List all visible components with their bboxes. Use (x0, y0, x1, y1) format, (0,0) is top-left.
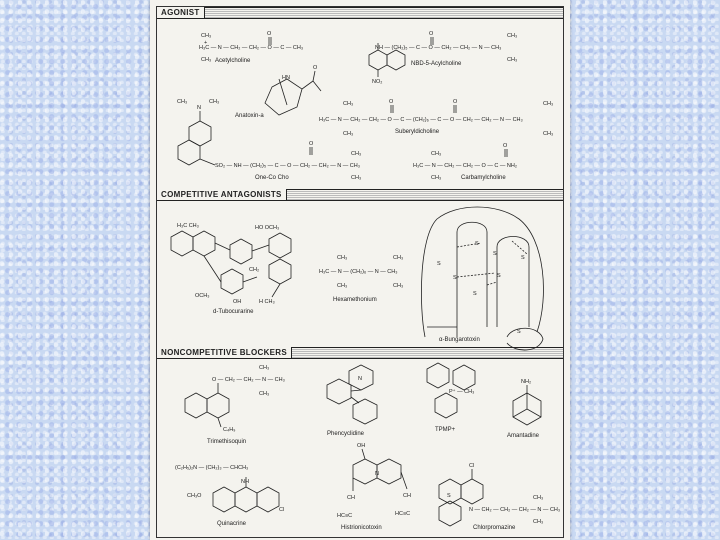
label-nbd-acylcholine: NBD-5-Acylcholine (411, 61, 462, 67)
label-trimethisoquin: Trimethisoquin (207, 439, 247, 445)
anatoxin-hn: HN (282, 75, 290, 81)
label-suberyldicholine: Suberyldicholine (395, 129, 440, 135)
tubo-h3c-ch3: H₃C CH₃ (177, 223, 199, 229)
ach-o: O (267, 31, 272, 37)
nbd-ring-2 (387, 50, 405, 70)
nbd-formula: NH — (CH₂)₅ — C — O — CH₂ — CH₂ — N — CH₃ (375, 45, 502, 51)
hex-ch3-4: CH₃ (393, 283, 404, 289)
label-histrionicotoxin: Histrionicotoxin (341, 525, 382, 531)
disulfide-s-4: S (521, 255, 525, 261)
htx-alkyne-2: HC≡C (395, 511, 411, 517)
sub-ch3-2: CH₃ (543, 101, 554, 107)
tubo-ring-c (230, 239, 252, 264)
tubo-ring-e (269, 259, 291, 284)
sub-o-1: O (389, 99, 394, 105)
dansyl-ring-2 (178, 140, 200, 165)
figure-frame (156, 6, 564, 538)
nbd-no2: NO₂ (372, 79, 383, 85)
carb-o: O (503, 143, 508, 149)
ach-plus: + (204, 40, 208, 46)
quinacrine-ring-3 (257, 487, 279, 512)
tmq-ring-2 (207, 393, 229, 418)
label-hexamethonium: Hexamethonium (333, 297, 377, 303)
label-carbamylcholine: Carbamylcholine (461, 175, 506, 181)
tmq-ch3-top: CH₃ (259, 365, 270, 371)
section-title-agonist: AGONIST (157, 7, 205, 18)
tubo-ring-a (171, 231, 193, 256)
quin-nh: NH (241, 479, 249, 485)
cpz-ch3-top: CH₃ (533, 495, 544, 501)
tubo-och3: OCH₃ (195, 293, 210, 299)
hex-ch3-1: CH₃ (337, 255, 348, 261)
sub-formula: H₃C — N — CH₂ — CH₂ — O — C — (CH₂)₆ — C — O — CH₂ — CH₂ — N — CH₃ (319, 117, 523, 123)
disulfide-s-8: S (517, 329, 521, 335)
dns-ch3-a: CH₃ (177, 99, 188, 105)
quin-ch3o: CH₃O (187, 493, 202, 499)
cpz-ch3-bottom: CH₃ (533, 519, 544, 525)
quin-cl: Cl (279, 507, 285, 513)
tubo-ch2: CH₂ (249, 267, 260, 273)
tubo-ring-f (221, 269, 243, 294)
nbd-ch3-bottom: CH₃ (507, 57, 518, 63)
disulfide-s-7: S (473, 291, 477, 297)
tmq-formula: O — CH₂ — CH₂ — N — CH₃ (212, 377, 285, 383)
tpmp-p: P⁺ — CH₃ (449, 389, 475, 395)
nbd-ch3-top: CH₃ (507, 33, 518, 39)
tubo-oh: OH (233, 299, 242, 305)
tpmp-phenyl-2 (453, 365, 475, 390)
label-acetylcholine: Acetylcholine (215, 58, 251, 64)
tpmp-phenyl-3 (435, 393, 457, 418)
cpz-ring-3 (439, 501, 461, 526)
ach-ch3-top: CH₃ (201, 33, 212, 39)
tmq-ring-1 (185, 393, 207, 418)
label-amantadine: Amantadine (507, 433, 540, 439)
nbd-o: O (429, 31, 434, 37)
tubo-ring-d (269, 233, 291, 258)
bungarotoxin-loop-1 (457, 222, 487, 337)
tubo-h-ch3: H CH₃ (259, 299, 275, 305)
htx-ch-1: CH (347, 495, 355, 501)
dns-o: O (309, 141, 314, 147)
label-quinacrine: Quinacrine (217, 521, 247, 527)
quinacrine-ring-1 (213, 487, 235, 512)
hex-formula: H₃C — N — (CH₂)₆ — N — CH₃ (319, 269, 398, 275)
disulfide-s-5: S (453, 275, 457, 281)
hex-ch3-3: CH₃ (337, 283, 348, 289)
tubo-ring-b (193, 231, 215, 256)
cpz-ring-1 (439, 479, 461, 504)
sub-ch3-3: CH₃ (343, 131, 354, 137)
pcp-n: N (358, 376, 362, 382)
tmq-c4h9: C₄H₉ (223, 427, 236, 433)
ach-formula: H₃C — N — CH₂ — CH₂ — O — C — CH₃ (199, 45, 304, 51)
label-bungarotoxin: α-Bungarotoxin (439, 337, 480, 343)
disulfide-s-3: S (437, 261, 441, 267)
amantadine-nh2: NH₂ (521, 379, 532, 385)
pcp-phenyl (353, 399, 377, 424)
label-onecocho: One-Co Cho (255, 175, 289, 181)
dns-n: N (197, 105, 201, 111)
carb-ch3-top: CH₃ (431, 151, 442, 157)
tubo-ho-och3: HO OCH₃ (255, 225, 280, 231)
label-tubocurarine: d-Tubocurarine (213, 309, 254, 315)
quinacrine-ring-2 (235, 487, 257, 512)
dns-ch3-b: CH₃ (209, 99, 220, 105)
sub-ch3-1: CH₃ (343, 101, 354, 107)
nbd-ring-1 (369, 50, 387, 70)
cpz-cl: Cl (469, 463, 475, 469)
dns-ch3-bottom: CH₃ (351, 175, 362, 181)
disulfide-s-1: S (475, 241, 479, 247)
tmq-ch3-bottom: CH₃ (259, 391, 270, 397)
cpz-s: S (447, 493, 451, 499)
cpz-formula: N — CH₂ — CH₂ — CH₂ — N — CH₃ (469, 507, 561, 513)
htx-alkyne-1: HC≡C (337, 513, 353, 519)
slide-page (150, 0, 570, 540)
sub-o-2: O (453, 99, 458, 105)
pcp-cyclohexane (327, 379, 351, 404)
quin-side-chain: (C₂H₅)₂N — (CH₂)₃ — CHCH₃ (175, 465, 249, 471)
structures-diagram (157, 7, 563, 537)
disulfide-s-6: S (497, 273, 501, 279)
anatoxin-ring (265, 79, 302, 115)
cpz-ring-2 (461, 479, 483, 504)
label-phencyclidine: Phencyclidine (327, 431, 365, 437)
section-title-competitive: COMPETITIVE ANTAGONISTS (157, 189, 287, 200)
ach-ch3-bottom: CH₃ (201, 57, 212, 63)
htx-ring-2 (377, 459, 401, 484)
bungarotoxin-loop-3 (507, 328, 543, 350)
disulfide-s-2: S (493, 251, 497, 257)
carb-formula: H₃C — N — CH₂ — CH₂ — O — C — NH₂ (413, 163, 517, 169)
sub-ch3-4: CH₃ (543, 131, 554, 137)
htx-n: N (375, 471, 379, 477)
dns-formula: SO₂ — NH — (CH₂)₅ — C — O — CH₂ — CH₂ — N — CH₃ (215, 163, 360, 169)
label-anatoxin: Anatoxin-a (235, 113, 264, 119)
htx-ch-2: CH (403, 493, 411, 499)
carb-ch3-bottom: CH₃ (431, 175, 442, 181)
label-tpmp: TPMP+ (435, 427, 456, 433)
bungarotoxin-loop-2 (497, 237, 529, 328)
tpmp-phenyl-1 (427, 363, 449, 388)
htx-ring-1 (353, 459, 377, 484)
anatoxin-o: O (313, 65, 318, 71)
hex-ch3-2: CH₃ (393, 255, 404, 261)
label-chlorpromazine: Chlorpromazine (473, 525, 516, 531)
bungarotoxin-loop-outer (421, 207, 543, 337)
section-title-noncompetitive: NONCOMPETITIVE BLOCKERS (157, 347, 292, 358)
dns-ch3-top: CH₃ (351, 151, 362, 157)
htx-oh: OH (357, 443, 366, 449)
